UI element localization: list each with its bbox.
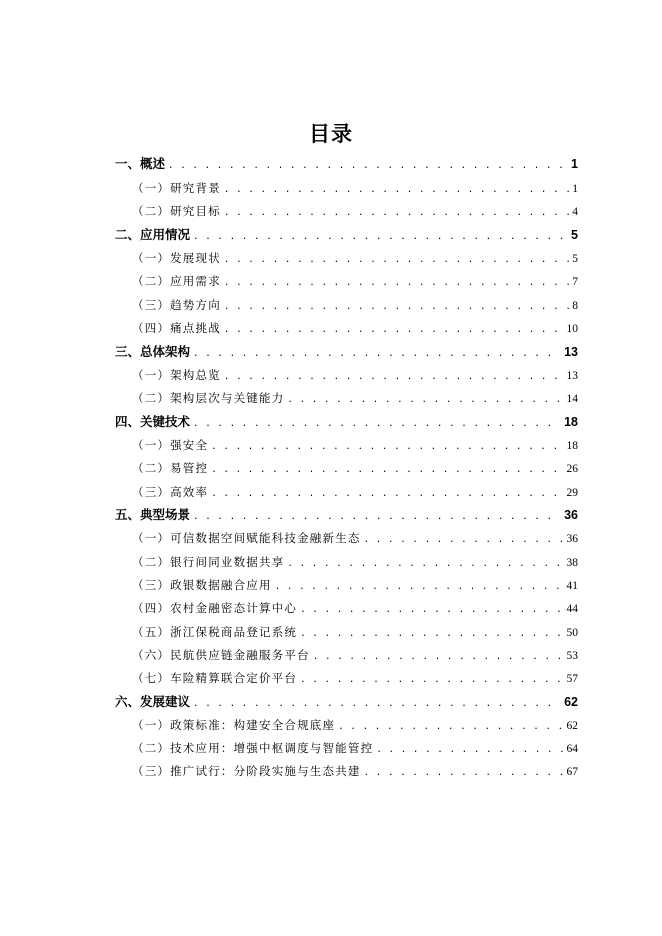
toc-entry-text: （一）强安全 (132, 438, 209, 452)
toc-dot-leader (288, 391, 563, 407)
toc-page-number: 26 (566, 463, 578, 475)
toc-entry-text: （二）易管控 (132, 461, 209, 475)
toc-dot-leader (301, 601, 563, 617)
toc-entry-text: （一）发展现状 (132, 251, 221, 265)
toc-entry-subsection[interactable] (132, 320, 578, 336)
toc-entry-subsection[interactable] (132, 600, 578, 616)
toc-page-number: 41 (566, 580, 578, 592)
toc-dot-leader (194, 415, 561, 431)
toc-entry-text: （一）政策标准：构建安全合规底座 (132, 718, 336, 732)
toc-entry-subsection[interactable] (132, 624, 578, 640)
toc-entry-subsection[interactable] (132, 273, 578, 289)
toc-entry-section-3[interactable] (115, 344, 578, 360)
toc-entry-subsection[interactable] (132, 647, 578, 663)
toc-page-number: 18 (564, 415, 578, 429)
toc-entry-subsection[interactable] (132, 180, 578, 196)
toc-page-number: 50 (566, 627, 578, 639)
toc-page-number: 4 (572, 206, 578, 218)
toc-dot-leader (301, 671, 563, 687)
toc-entry-subsection[interactable] (132, 250, 578, 266)
toc-entry-subsection[interactable] (132, 460, 578, 476)
toc-entry-text: （二）研究目标 (132, 204, 221, 218)
toc-page-number: 5 (571, 228, 578, 242)
toc-entry-text: （四）农村金融密态计算中心 (132, 601, 298, 615)
toc-page-number: 57 (566, 673, 578, 685)
toc-dot-leader (225, 298, 569, 314)
toc-page-number: 14 (566, 393, 578, 405)
toc-dot-leader (194, 695, 561, 711)
toc-page-number: 62 (566, 720, 578, 732)
toc-entry-text: （一）研究背景 (132, 181, 221, 195)
toc-dot-leader (212, 485, 563, 501)
toc-page-number: 53 (566, 650, 578, 662)
toc-page-number: 62 (564, 695, 578, 709)
toc-dot-leader (225, 321, 564, 337)
toc-dot-leader (212, 438, 563, 454)
toc-page-number: 5 (572, 253, 578, 265)
toc-entry-subsection[interactable] (132, 530, 578, 546)
toc-page-number: 44 (566, 603, 578, 615)
toc-entry-text: （一）架构总览 (132, 368, 221, 382)
toc-entry-text: （七）车险精算联合定价平台 (132, 671, 298, 685)
toc-page-number: 13 (564, 345, 578, 359)
toc-entry-section-2[interactable] (115, 227, 578, 243)
toc-dot-leader (194, 228, 568, 244)
toc-entry-text: （四）痛点挑战 (132, 321, 221, 335)
toc-page-number: 29 (566, 487, 578, 499)
toc-entry-subsection[interactable] (132, 717, 578, 733)
toc-page-number: 67 (566, 766, 578, 778)
toc-page-number: 7 (572, 276, 578, 288)
toc-entry-subsection[interactable] (132, 763, 578, 779)
toc-entry-section-1[interactable] (115, 156, 578, 172)
toc-entry-text: （三）高效率 (132, 485, 209, 499)
toc-page-number: 36 (566, 533, 578, 545)
toc-entry-subsection[interactable] (132, 484, 578, 500)
toc-page-number: 18 (566, 440, 578, 452)
toc-entry-text: 四、关键技术 (115, 414, 191, 429)
toc-entry-text: 三、总体架构 (115, 344, 191, 359)
toc-entry-subsection[interactable] (132, 437, 578, 453)
toc-page-number: 1 (571, 157, 578, 171)
toc-entry-subsection[interactable] (132, 740, 578, 756)
toc-entry-text: 一、概述 (115, 156, 166, 171)
toc-entry-subsection[interactable] (132, 390, 578, 406)
toc-dot-leader (225, 251, 569, 267)
toc-page-number: 13 (566, 370, 578, 382)
toc-entry-subsection[interactable] (132, 367, 578, 383)
toc-entry-text: 二、应用情况 (115, 227, 191, 242)
toc-dot-leader (225, 368, 564, 384)
toc-entry-section-4[interactable] (115, 414, 578, 430)
toc-entry-text: （六）民航供应链金融服务平台 (132, 648, 310, 662)
toc-dot-leader (276, 578, 564, 594)
toc-entry-subsection[interactable] (132, 670, 578, 686)
toc-dot-leader (212, 461, 563, 477)
toc-dot-leader (169, 157, 568, 173)
toc-entry-section-5[interactable] (115, 507, 578, 523)
toc-dot-leader (301, 625, 563, 641)
toc-entry-subsection[interactable] (132, 297, 578, 313)
toc-dot-leader (194, 508, 561, 524)
toc-entry-text: （一）可信数据空间赋能科技金融新生态 (132, 531, 361, 545)
toc-page-number: 1 (572, 183, 578, 195)
toc-entry-subsection[interactable] (132, 577, 578, 593)
toc-page-number: 8 (572, 300, 578, 312)
toc-entry-text: （三）政银数据融合应用 (132, 578, 272, 592)
toc-dot-leader (288, 555, 563, 571)
toc-dot-leader (194, 345, 561, 361)
toc-page-number: 10 (566, 323, 578, 335)
toc-dot-leader (225, 274, 569, 290)
toc-entry-text: （五）浙江保税商品登记系统 (132, 625, 298, 639)
toc-entry-text: （二）技术应用：增强中枢调度与智能管控 (132, 741, 374, 755)
toc-entry-subsection[interactable] (132, 203, 578, 219)
toc-entry-text: （二）银行间同业数据共享 (132, 555, 285, 569)
toc-page-number: 36 (564, 508, 578, 522)
toc-entry-text: 五、典型场景 (115, 507, 191, 522)
toc-dot-leader (377, 741, 563, 757)
toc-entry-text: （三）推广试行：分阶段实施与生态共建 (132, 764, 361, 778)
toc-dot-leader (365, 764, 564, 780)
toc-entry-text: （三）趋势方向 (132, 298, 221, 312)
toc-dot-leader (225, 181, 569, 197)
toc-entry-section-6[interactable] (115, 694, 578, 710)
toc-dot-leader (314, 648, 564, 664)
toc-title: 目录 (309, 122, 353, 146)
toc-entry-text: （二）架构层次与关键能力 (132, 391, 285, 405)
toc-entry-text: （二）应用需求 (132, 274, 221, 288)
toc-dot-leader (365, 531, 564, 547)
toc-entry-text: 六、发展建议 (115, 694, 191, 709)
toc-dot-leader (225, 204, 569, 220)
toc-dot-leader (339, 718, 563, 734)
toc-entry-subsection[interactable] (132, 554, 578, 570)
toc-page-number: 38 (566, 557, 578, 569)
toc-page-number: 64 (566, 743, 578, 755)
